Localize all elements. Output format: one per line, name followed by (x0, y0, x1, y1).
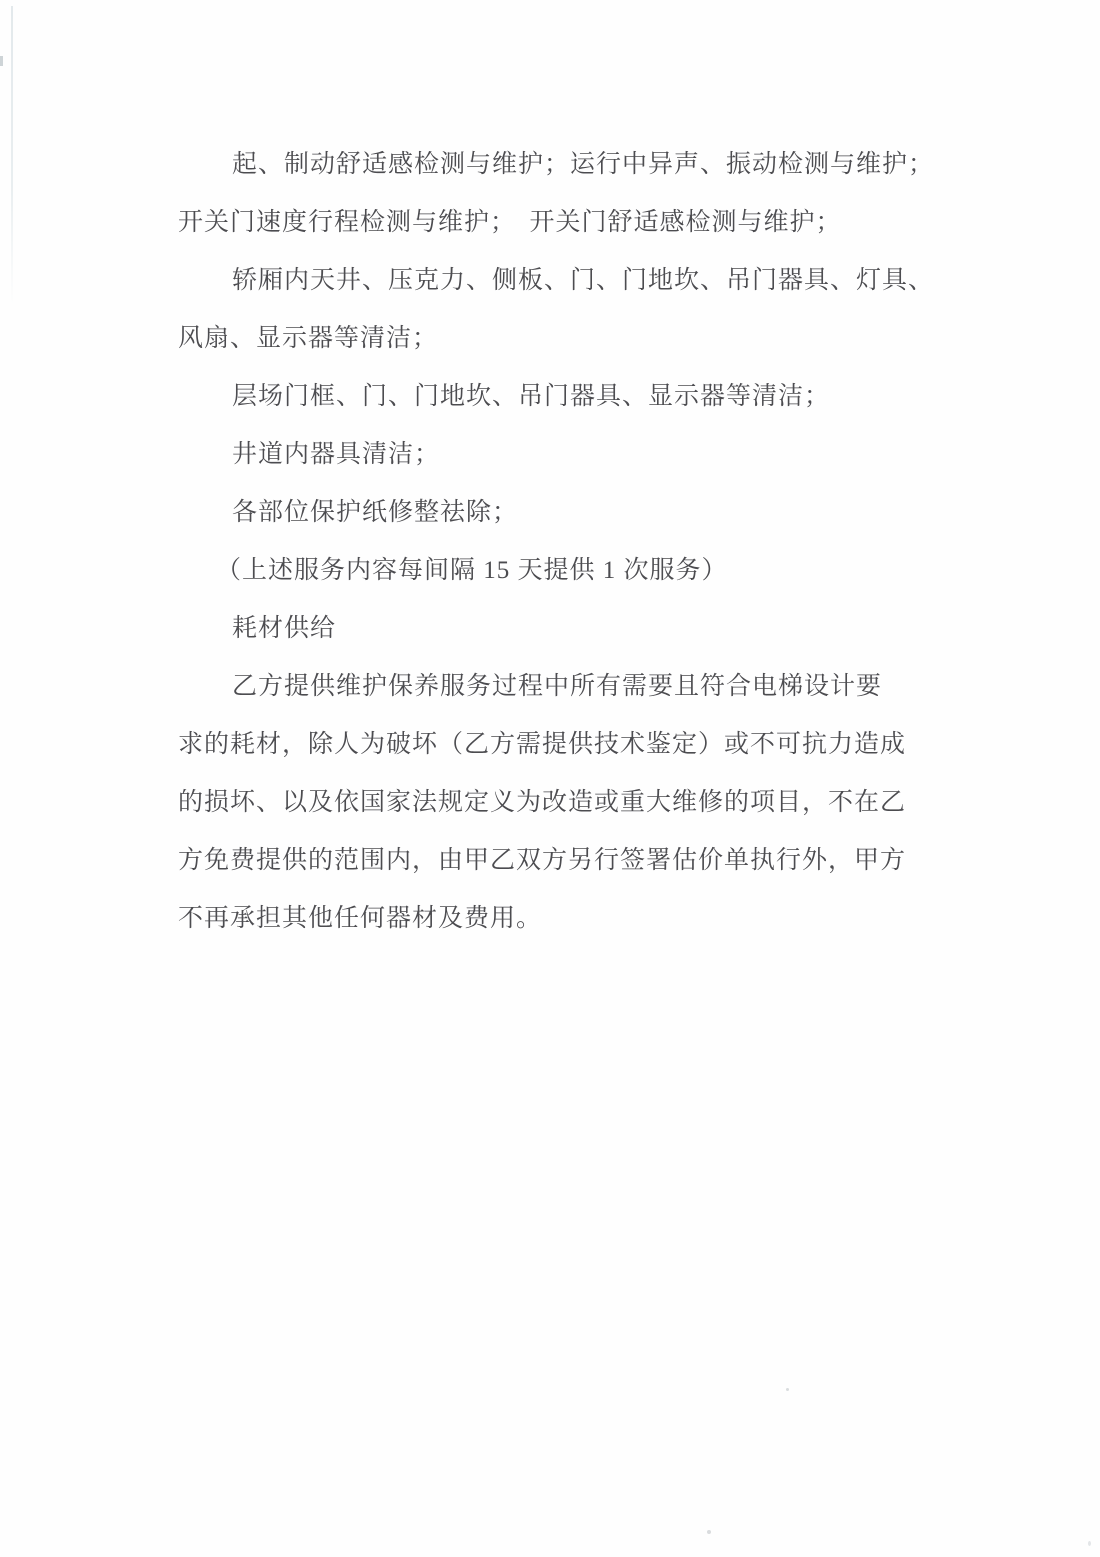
scan-edge-notch (0, 56, 3, 66)
text-line-4: 风扇、显示器等清洁； (178, 325, 439, 352)
text-line-7: 各部位保护纸修整祛除； (232, 499, 519, 526)
text-line-11: 求的耗材，除人为破坏（乙方需提供技术鉴定）或不可抗力造成 (178, 731, 907, 758)
scan-speck (786, 1388, 789, 1391)
scan-speck (1088, 1541, 1091, 1546)
text-line-5: 层场门框、门、门地坎、吊门器具、显示器等清洁； (232, 383, 831, 410)
text-line-3: 轿厢内天井、压克力、侧板、门、门地坎、吊门器具、灯具、 (232, 267, 935, 294)
text-line-1: 起、制动舒适感检测与维护；运行中异声、振动检测与维护； (232, 151, 935, 178)
text-line-13: 方免费提供的范围内，由甲乙双方另行签署估价单执行外，甲方 (178, 847, 907, 874)
document-text-block (178, 136, 968, 948)
text-line-8: （上述服务内容每间隔 15 天提供 1 次服务） (216, 557, 728, 584)
scan-edge-artifact (11, 6, 13, 306)
text-line-10: 乙方提供维护保养服务过程中所有需要且符合电梯设计要 (232, 673, 883, 700)
text-line-6: 井道内器具清洁； (232, 441, 441, 468)
text-line-9: 耗材供给 (232, 615, 337, 642)
text-line-12: 的损坏、以及依国家法规定义为改造或重大维修的项目，不在乙 (178, 789, 907, 816)
text-line-14: 不再承担其他任何器材及费用。 (178, 905, 543, 932)
text-line-2: 开关门速度行程检测与维护； 开关门舒适感检测与维护； (178, 209, 842, 236)
scan-speck (707, 1530, 711, 1534)
